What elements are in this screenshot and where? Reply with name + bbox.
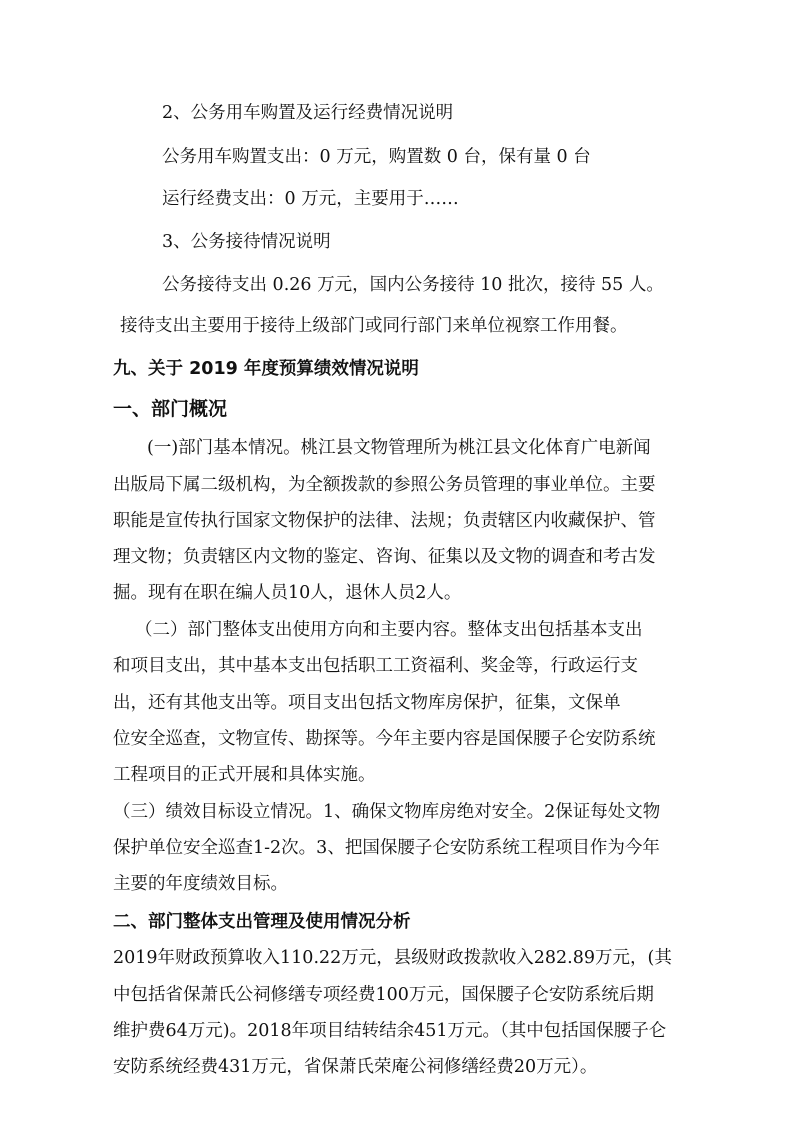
text-line: 主要的年度绩效目标。 (113, 874, 288, 894)
text-line: 运行经费支出：0 万元，主要用于…… (162, 189, 459, 209)
text-line: 出，还有其他支出等。项目支出包括文物库房保护，征集，文保单 (113, 693, 621, 713)
section-heading: 二、部门整体支出管理及使用情况分析 (113, 912, 411, 932)
text-line: 出版局下属二级机构，为全额拨款的参照公务员管理的事业单位。主要 (113, 475, 656, 495)
text-line: 保护单位安全巡查1-2次。3、把国保腰子仑安防系统工程项目作为今年 (113, 838, 660, 858)
text-line: 接待支出主要用于接待上级部门或同行部门来单位视察工作用餐。 (120, 316, 628, 336)
text-line: 职能是宣传执行国家文物保护的法律、法规；负责辖区内收藏保护、管 (113, 511, 656, 531)
text-line: 掘。现有在职在编人员10人，退休人员2人。 (113, 583, 462, 603)
text-line: 3、公务接待情况说明 (162, 232, 331, 252)
text-line: 公务用车购置支出：0 万元，购置数 0 台，保有量 0 台 (162, 147, 591, 167)
text-line: 位安全巡查，文物宣传、勘探等。今年主要内容是国保腰子仑安防系统 (113, 729, 656, 749)
text-line: 理文物；负责辖区内文物的鉴定、咨询、征集以及文物的调查和考古发 (113, 547, 656, 567)
text-line: (一)部门基本情况。桃江县文物管理所为桃江县文化体育广电新闻 (147, 438, 651, 458)
section-heading: 九、关于 2019 年度预算绩效情况说明 (113, 359, 419, 379)
text-line: 工程项目的正式开展和具体实施。 (113, 765, 376, 785)
text-line: 2、公务用车购置及运行经费情况说明 (162, 103, 454, 123)
text-line: 中包括省保萧氏公祠修缮专项经费100万元，国保腰子仑安防系统后期 (113, 985, 654, 1005)
text-line: 和项目支出，其中基本支出包括职工工资福利、奖金等，行政运行支 (113, 656, 638, 676)
text-line: （三）绩效目标设立情况。1、确保文物库房绝对安全。2保证每处文物 (113, 802, 661, 822)
text-line: 安防系统经费431万元，省保萧氏荣庵公祠修缮经费20万元）。 (113, 1057, 598, 1077)
section-heading: 一、部门概况 (113, 398, 228, 420)
text-line: 公务接待支出 0.26 万元，国内公务接待 10 批次，接待 55 人。 (162, 275, 664, 295)
text-line: 维护费64万元)。2018年项目结转结余451万元。（其中包括国保腰子仑 (113, 1021, 667, 1041)
text-line: 2019年财政预算收入110.22万元，县级财政拨款收入282.89万元，(其 (113, 948, 672, 968)
text-line: （二）部门整体支出使用方向和主要内容。整体支出包括基本支出 (135, 620, 643, 640)
